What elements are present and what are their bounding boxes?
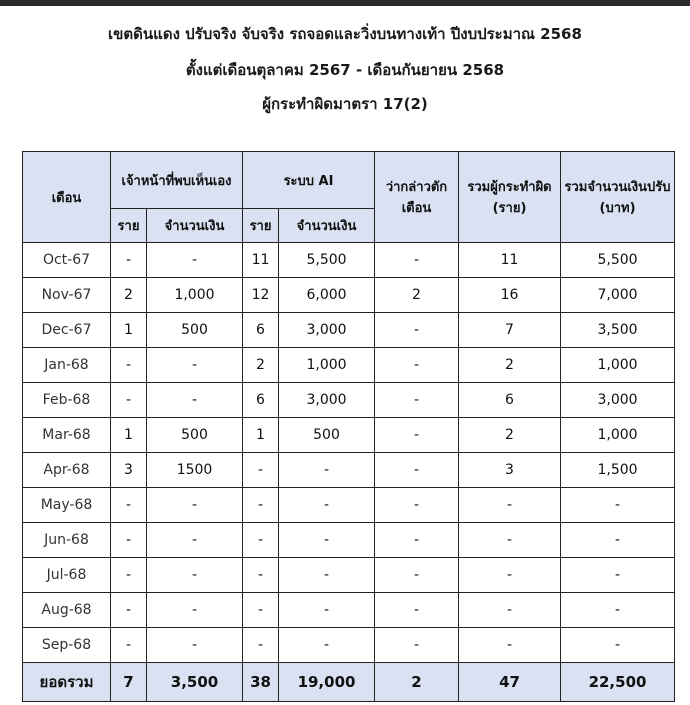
- cell-officer-amount: 1,000: [147, 278, 243, 313]
- cell-warning: -: [375, 558, 459, 593]
- cell-total-offenders: 2: [459, 348, 561, 383]
- header-total-fine: รวมจำนวนเงินปรับ (บาท): [561, 152, 675, 243]
- cell-month: Dec-67: [23, 313, 111, 348]
- header-ai: ระบบ AI: [243, 152, 375, 209]
- header-warning: ว่ากล่าวตักเตือน: [375, 152, 459, 243]
- cell-warning: -: [375, 453, 459, 488]
- cell-warning: -: [375, 523, 459, 558]
- total-label: ยอดรวม: [23, 663, 111, 702]
- cell-warning: -: [375, 243, 459, 278]
- cell-officer-count: 1: [111, 313, 147, 348]
- cell-officer-amount: -: [147, 383, 243, 418]
- cell-ai-count: -: [243, 558, 279, 593]
- cell-month: Jan-68: [23, 348, 111, 383]
- table-row: [23, 628, 675, 663]
- cell-officer-amount: -: [147, 348, 243, 383]
- table-row: [23, 558, 675, 593]
- cell-officer-count: 1: [111, 418, 147, 453]
- cell-officer-count: -: [111, 348, 147, 383]
- cell-warning: 2: [375, 278, 459, 313]
- header-ai-count: ราย: [243, 209, 279, 243]
- table-row: [23, 313, 675, 348]
- table-row: [23, 278, 675, 313]
- cell-month: Jul-68: [23, 558, 111, 593]
- cell-officer-amount: -: [147, 628, 243, 663]
- cell-total-fine: -: [561, 593, 675, 628]
- cell-ai-amount: 5,500: [279, 243, 375, 278]
- cell-ai-count: 11: [243, 243, 279, 278]
- cell-officer-count: 3: [111, 453, 147, 488]
- cell-month: Apr-68: [23, 453, 111, 488]
- cell-ai-count: -: [243, 593, 279, 628]
- cell-ai-count: 6: [243, 383, 279, 418]
- table-row: [23, 523, 675, 558]
- cell-officer-amount: 1500: [147, 453, 243, 488]
- cell-ai-amount: -: [279, 523, 375, 558]
- table-row: [23, 453, 675, 488]
- cell-ai-count: -: [243, 628, 279, 663]
- total-fine: 22,500: [561, 663, 675, 702]
- table-row: [23, 243, 675, 278]
- cell-officer-amount: -: [147, 558, 243, 593]
- cell-officer-amount: 500: [147, 418, 243, 453]
- cell-officer-count: -: [111, 593, 147, 628]
- cell-warning: -: [375, 313, 459, 348]
- cell-total-offenders: 16: [459, 278, 561, 313]
- cell-officer-count: 2: [111, 278, 147, 313]
- cell-total-fine: -: [561, 558, 675, 593]
- cell-month: Oct-67: [23, 243, 111, 278]
- cell-officer-amount: -: [147, 523, 243, 558]
- cell-warning: -: [375, 348, 459, 383]
- title-line-1: เขตดินแดง ปรับจริง จับจริง รถจอดและวิ่งบนทางเท้า ปีงบประมาณ 2568: [108, 25, 582, 43]
- statistics-table: [22, 151, 675, 702]
- header-officer-count: ราย: [111, 209, 147, 243]
- cell-total-fine: -: [561, 488, 675, 523]
- cell-officer-amount: 500: [147, 313, 243, 348]
- cell-officer-count: -: [111, 628, 147, 663]
- cell-total-offenders: 3: [459, 453, 561, 488]
- cell-total-offenders: 6: [459, 383, 561, 418]
- table-row: [23, 418, 675, 453]
- cell-officer-amount: -: [147, 488, 243, 523]
- cell-total-offenders: 7: [459, 313, 561, 348]
- cell-warning: -: [375, 488, 459, 523]
- cell-ai-count: -: [243, 488, 279, 523]
- cell-month: Nov-67: [23, 278, 111, 313]
- header-officer: เจ้าหน้าที่พบเห็นเอง: [111, 152, 243, 209]
- cell-ai-amount: -: [279, 453, 375, 488]
- cell-ai-count: -: [243, 523, 279, 558]
- cell-ai-count: 12: [243, 278, 279, 313]
- table-row: [23, 348, 675, 383]
- cell-total-offenders: -: [459, 523, 561, 558]
- total-offenders: 47: [459, 663, 561, 702]
- header-month: เดือน: [23, 152, 111, 243]
- cell-ai-amount: 3,000: [279, 313, 375, 348]
- cell-total-offenders: -: [459, 628, 561, 663]
- cell-month: Mar-68: [23, 418, 111, 453]
- cell-month: Sep-68: [23, 628, 111, 663]
- cell-ai-amount: 3,000: [279, 383, 375, 418]
- cell-month: Jun-68: [23, 523, 111, 558]
- cell-officer-count: -: [111, 558, 147, 593]
- cell-total-fine: -: [561, 628, 675, 663]
- cell-warning: -: [375, 418, 459, 453]
- total-officer-amount: 3,500: [147, 663, 243, 702]
- total-ai-count: 38: [243, 663, 279, 702]
- table-row: [23, 593, 675, 628]
- cell-ai-count: 6: [243, 313, 279, 348]
- cell-officer-amount: -: [147, 243, 243, 278]
- total-warning: 2: [375, 663, 459, 702]
- table-body: [23, 243, 675, 663]
- cell-total-offenders: -: [459, 593, 561, 628]
- cell-month: Feb-68: [23, 383, 111, 418]
- cell-total-fine: 3,500: [561, 313, 675, 348]
- cell-officer-count: -: [111, 243, 147, 278]
- cell-warning: -: [375, 383, 459, 418]
- cell-total-offenders: 2: [459, 418, 561, 453]
- cell-total-offenders: -: [459, 488, 561, 523]
- cell-ai-amount: -: [279, 628, 375, 663]
- cell-total-fine: 5,500: [561, 243, 675, 278]
- cell-ai-amount: -: [279, 593, 375, 628]
- title-line-3: ผู้กระทำผิดมาตรา 17(2): [262, 95, 428, 113]
- table-row: [23, 488, 675, 523]
- cell-ai-amount: -: [279, 488, 375, 523]
- cell-total-fine: 7,000: [561, 278, 675, 313]
- cell-total-fine: 3,000: [561, 383, 675, 418]
- cell-officer-count: -: [111, 383, 147, 418]
- header-ai-amount: จำนวนเงิน: [279, 209, 375, 243]
- cell-ai-count: -: [243, 453, 279, 488]
- header-total-offenders: รวมผู้กระทำผิด (ราย): [459, 152, 561, 243]
- cell-ai-amount: 500: [279, 418, 375, 453]
- cell-officer-count: -: [111, 488, 147, 523]
- cell-ai-count: 1: [243, 418, 279, 453]
- cell-total-offenders: -: [459, 558, 561, 593]
- total-ai-amount: 19,000: [279, 663, 375, 702]
- cell-ai-amount: 6,000: [279, 278, 375, 313]
- cell-ai-count: 2: [243, 348, 279, 383]
- cell-warning: -: [375, 628, 459, 663]
- title-line-2: ตั้งแต่เดือนตุลาคม 2567 - เดือนกันยายน 2568: [185, 61, 505, 79]
- cell-month: May-68: [23, 488, 111, 523]
- cell-ai-amount: 1,000: [279, 348, 375, 383]
- total-row: [23, 663, 675, 702]
- cell-total-fine: 1,000: [561, 348, 675, 383]
- top-bar: [0, 0, 690, 6]
- cell-total-fine: -: [561, 523, 675, 558]
- cell-warning: -: [375, 593, 459, 628]
- cell-ai-amount: -: [279, 558, 375, 593]
- table-row: [23, 383, 675, 418]
- cell-officer-amount: -: [147, 593, 243, 628]
- cell-month: Aug-68: [23, 593, 111, 628]
- cell-total-fine: 1,500: [561, 453, 675, 488]
- cell-officer-count: -: [111, 523, 147, 558]
- cell-total-fine: 1,000: [561, 418, 675, 453]
- cell-total-offenders: 11: [459, 243, 561, 278]
- total-officer-count: 7: [111, 663, 147, 702]
- header-officer-amount: จำนวนเงิน: [147, 209, 243, 243]
